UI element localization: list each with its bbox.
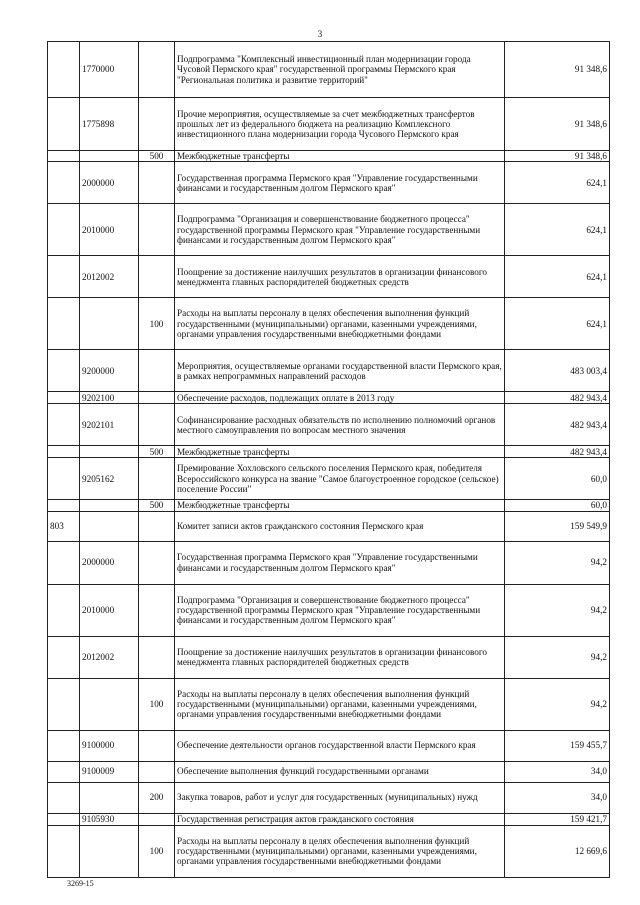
amount-cell: 482 943,4 xyxy=(505,392,610,404)
amount-cell: 91 348,6 xyxy=(505,98,610,151)
amount-cell: 34,0 xyxy=(505,782,610,813)
expense-type-code xyxy=(139,584,175,636)
expense-description: Обеспечение деятельности органов государственной власти Пермского края xyxy=(175,730,505,761)
table-row xyxy=(48,404,610,446)
target-article-code: 9100000 xyxy=(80,730,139,761)
expense-description: Обеспечение расходов, подлежащих оплате в 2013 году xyxy=(175,392,505,404)
target-article-code xyxy=(80,298,139,350)
expense-type-code xyxy=(139,204,175,256)
amount-cell: 624,1 xyxy=(505,162,610,204)
amount-cell: 12 669,6 xyxy=(505,825,610,877)
target-article-code: 9100009 xyxy=(80,761,139,782)
document-code: 3269-15 xyxy=(67,879,94,888)
expense-type-code xyxy=(139,350,175,392)
table-row xyxy=(48,636,610,678)
table-row xyxy=(48,541,610,584)
expense-description: Поощрение за достижение наилучших результатов в организации финансового менеджмента главных распорядителей бюджетных средств xyxy=(175,256,505,298)
table-row xyxy=(48,761,610,782)
target-article-code xyxy=(80,825,139,877)
ministry-code: 803 xyxy=(48,511,80,541)
ministry-code xyxy=(48,813,80,825)
expense-type-code xyxy=(139,636,175,678)
amount-cell: 159 549,9 xyxy=(505,511,610,541)
target-article-code: 2012002 xyxy=(80,256,139,298)
ministry-code xyxy=(48,404,80,446)
expense-description: Софинансирование расходных обязательств по исполнению полномочий органов местного самоуправления по вопросам местного значения xyxy=(175,404,505,446)
expense-type-code: 100 xyxy=(139,825,175,877)
expense-type-code xyxy=(139,42,175,98)
expense-type-code: 500 xyxy=(139,151,175,162)
expense-type-code xyxy=(139,458,175,500)
target-article-code: 2012002 xyxy=(80,636,139,678)
ministry-code xyxy=(48,204,80,256)
target-article-code: 9202101 xyxy=(80,404,139,446)
table-row xyxy=(48,392,610,404)
expense-description: Государственная программа Пермского края "Управление государственными финансами и государственным долгом Пермского края" xyxy=(175,162,505,204)
ministry-code xyxy=(48,446,80,458)
amount-cell: 60,0 xyxy=(505,500,610,511)
expense-description: Межбюджетные трансферты xyxy=(175,500,505,511)
expense-type-code xyxy=(139,541,175,584)
expense-description: Расходы на выплаты персоналу в целях обеспечения выполнения функций государственными (муниципальными) органами, казенными учреждениями, органами управления государственными внебюджетными фондами xyxy=(175,298,505,350)
table-row xyxy=(48,678,610,730)
expense-description: Расходы на выплаты персоналу в целях обеспечения выполнения функций государственными (муниципальными) органами, казенными учреждениями, органами управления государственными внебюджетными фондами xyxy=(175,825,505,877)
ministry-code xyxy=(48,42,80,98)
expense-type-code xyxy=(139,761,175,782)
amount-cell: 159 455,7 xyxy=(505,730,610,761)
amount-cell: 624,1 xyxy=(505,298,610,350)
expense-description: Подпрограмма "Организация и совершенствование бюджетного процесса" государственной программы Пермского края "Управление государственными финансами и государственным долгом Пермского края" xyxy=(175,584,505,636)
ministry-code xyxy=(48,541,80,584)
ministry-code xyxy=(48,782,80,813)
amount-cell: 94,2 xyxy=(505,678,610,730)
expense-type-code: 100 xyxy=(139,298,175,350)
table-row xyxy=(48,782,610,813)
ministry-code xyxy=(48,162,80,204)
expense-type-code: 500 xyxy=(139,446,175,458)
table-row xyxy=(48,350,610,392)
table-row xyxy=(48,446,610,458)
table-row xyxy=(48,256,610,298)
amount-cell: 482 943,4 xyxy=(505,446,610,458)
amount-cell: 624,1 xyxy=(505,256,610,298)
expense-description: Подпрограмма "Организация и совершенствование бюджетного процесса" государственной программы Пермского края "Управление государственными финансами и государственным долгом Пермского края" xyxy=(175,204,505,256)
expense-description: Расходы на выплаты персоналу в целях обеспечения выполнения функций государственными (муниципальными) органами, казенными учреждениями, органами управления государственными внебюджетными фондами xyxy=(175,678,505,730)
expense-type-code xyxy=(139,813,175,825)
amount-cell: 482 943,4 xyxy=(505,404,610,446)
ministry-code xyxy=(48,761,80,782)
expense-description: Подпрограмма "Комплексный инвестиционный план модернизации города Чусовой Пермского края" государственной программы Пермского края "Региональная политика и развитие территорий" xyxy=(175,42,505,98)
expense-description: Государственная регистрация актов гражданского состояния xyxy=(175,813,505,825)
expense-description: Закупка товаров, работ и услуг для государственных (муниципальных) нужд xyxy=(175,782,505,813)
expense-description: Государственная программа Пермского края "Управление государственными финансами и государственным долгом Пермского края" xyxy=(175,541,505,584)
table-row xyxy=(48,204,610,256)
expense-type-code xyxy=(139,511,175,541)
expense-description: Прочие мероприятия, осуществляемые за счет межбюджетных трансфертов прошлых лет из федерального бюджета на реализацию Комплексного инвестиционного плана модернизации города Чусового Пермского края xyxy=(175,98,505,151)
expense-type-code xyxy=(139,256,175,298)
expense-type-code xyxy=(139,98,175,151)
page-number: 3 xyxy=(317,29,323,39)
target-article-code: 1770000 xyxy=(80,42,139,98)
expense-description: Премирование Хохловского сельского поселения Пермского края, победителя Всероссийского конкурса на звание "Самое благоустроенное городское (сельское) поселение России" xyxy=(175,458,505,500)
ministry-code xyxy=(48,825,80,877)
expense-type-code: 500 xyxy=(139,500,175,511)
table-row xyxy=(48,298,610,350)
target-article-code: 2000000 xyxy=(80,162,139,204)
ministry-code xyxy=(48,298,80,350)
ministry-code xyxy=(48,151,80,162)
table-row xyxy=(48,500,610,511)
expense-description: Межбюджетные трансферты xyxy=(175,446,505,458)
ministry-code xyxy=(48,678,80,730)
table-row xyxy=(48,584,610,636)
ministry-code xyxy=(48,256,80,298)
expense-type-code xyxy=(139,730,175,761)
table-row xyxy=(48,42,610,98)
target-article-code xyxy=(80,446,139,458)
target-article-code xyxy=(80,151,139,162)
table-row xyxy=(48,813,610,825)
amount-cell: 159 421,7 xyxy=(505,813,610,825)
amount-cell: 91 348,6 xyxy=(505,42,610,98)
amount-cell: 624,1 xyxy=(505,204,610,256)
budget-table xyxy=(47,41,610,878)
amount-cell: 60,0 xyxy=(505,458,610,500)
expense-description: Комитет записи актов гражданского состояния Пермского края xyxy=(175,511,505,541)
ministry-code xyxy=(48,350,80,392)
amount-cell: 94,2 xyxy=(505,636,610,678)
target-article-code: 9200000 xyxy=(80,350,139,392)
amount-cell: 94,2 xyxy=(505,541,610,584)
target-article-code: 2000000 xyxy=(80,541,139,584)
table-row xyxy=(48,151,610,162)
amount-cell: 483 003,4 xyxy=(505,350,610,392)
target-article-code: 9205162 xyxy=(80,458,139,500)
expense-description: Обеспечение выполнения функций государственными органами xyxy=(175,761,505,782)
expense-type-code: 200 xyxy=(139,782,175,813)
amount-cell: 91 348,6 xyxy=(505,151,610,162)
amount-cell: 94,2 xyxy=(505,584,610,636)
target-article-code: 2010000 xyxy=(80,204,139,256)
ministry-code xyxy=(48,98,80,151)
expense-type-code xyxy=(139,162,175,204)
target-article-code xyxy=(80,678,139,730)
target-article-code: 1775898 xyxy=(80,98,139,151)
table-row xyxy=(48,511,610,541)
table-row xyxy=(48,730,610,761)
ministry-code xyxy=(48,730,80,761)
table-row xyxy=(48,458,610,500)
ministry-code xyxy=(48,392,80,404)
expense-description: Поощрение за достижение наилучших результатов в организации финансового менеджмента главных распорядителей бюджетных средств xyxy=(175,636,505,678)
target-article-code xyxy=(80,782,139,813)
target-article-code: 2010000 xyxy=(80,584,139,636)
table-row xyxy=(48,98,610,151)
ministry-code xyxy=(48,500,80,511)
expense-description: Межбюджетные трансферты xyxy=(175,151,505,162)
expense-type-code xyxy=(139,392,175,404)
ministry-code xyxy=(48,584,80,636)
target-article-code xyxy=(80,500,139,511)
table-row xyxy=(48,825,610,877)
amount-cell: 34,0 xyxy=(505,761,610,782)
budget-table-body xyxy=(48,42,610,878)
table-row xyxy=(48,162,610,204)
expense-description: Мероприятия, осуществляемые органами государственной власти Пермского края, в рамках непрограммных направлений расходов xyxy=(175,350,505,392)
ministry-code xyxy=(48,636,80,678)
target-article-code xyxy=(80,511,139,541)
ministry-code xyxy=(48,458,80,500)
expense-type-code xyxy=(139,404,175,446)
target-article-code: 9105930 xyxy=(80,813,139,825)
target-article-code: 9202100 xyxy=(80,392,139,404)
expense-type-code: 100 xyxy=(139,678,175,730)
